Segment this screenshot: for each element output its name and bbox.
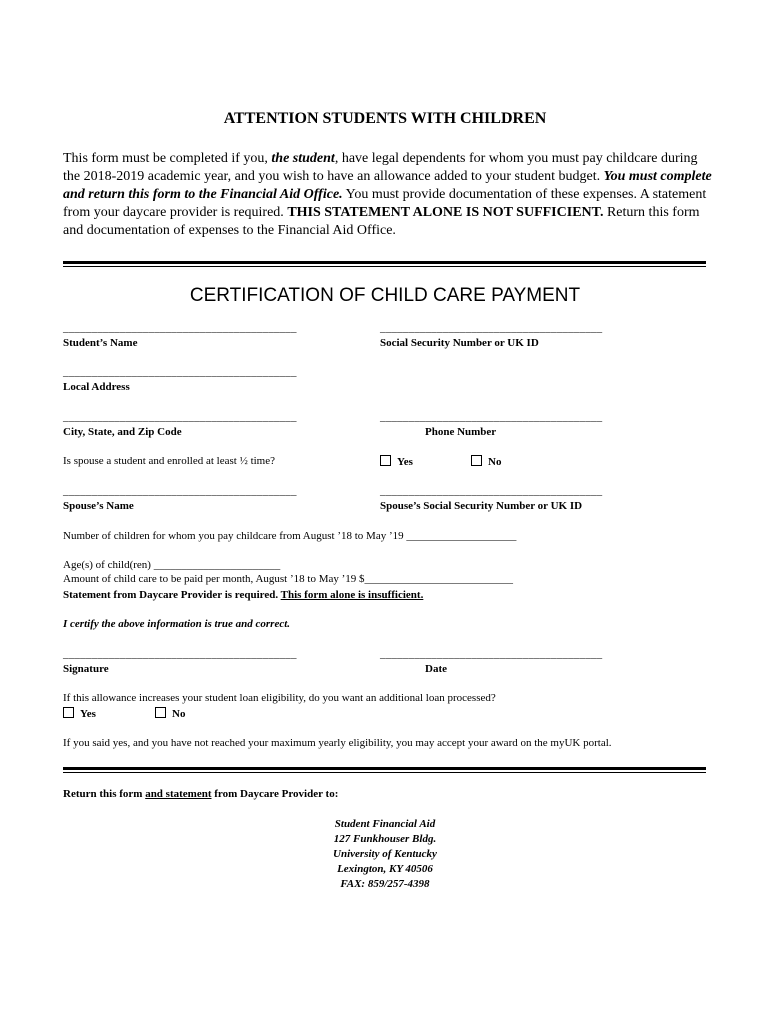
intro-must-return: You must complete and return this form to the Financial Aid Office. bbox=[63, 169, 712, 202]
checkbox-yes[interactable] bbox=[380, 455, 391, 466]
intro-text-3: You must provide documentation of these expenses. A statement from your daycare provider is required. bbox=[63, 187, 707, 220]
local-address-label: Local Address bbox=[63, 381, 130, 393]
intro-text-2: , have legal dependents for whom you must pay childcare during the 2018-2019 academic year, and you wish to have an allowance added to your student budget. bbox=[63, 151, 698, 184]
spouse-question: Is spouse a student and enrolled at least ½ time? bbox=[63, 455, 275, 467]
address-line: 127 Funkhouser Bldg. bbox=[333, 833, 437, 845]
student-name-label: Student’s Name bbox=[63, 337, 138, 349]
spouse-no-label: No bbox=[488, 456, 502, 468]
return-suffix: from Daycare Provider to: bbox=[211, 788, 339, 800]
spouse-ssn-label: Spouse’s Social Security Number or UK ID bbox=[380, 500, 583, 512]
divider-top bbox=[63, 261, 706, 264]
signature-field[interactable]: _________________________________________ bbox=[63, 648, 297, 660]
return-prefix: Return this form bbox=[63, 788, 146, 800]
loan-checkbox-no[interactable] bbox=[155, 707, 166, 718]
divider-bottom bbox=[63, 767, 706, 770]
intro-not-sufficient: THIS STATEMENT ALONE IS NOT SUFFICIENT. bbox=[287, 205, 604, 220]
address-line: Student Financial Aid bbox=[334, 818, 436, 830]
ssn-field[interactable]: _______________________________________ bbox=[380, 322, 603, 334]
intro-student: the student bbox=[271, 151, 335, 166]
ssn-label: Social Security Number or UK ID bbox=[380, 337, 539, 349]
statement-requirement bbox=[63, 589, 423, 601]
mailing-address bbox=[0, 817, 770, 892]
intro-text-4: Return this form and documentation of expenses to the Financial Aid Office. bbox=[63, 205, 700, 238]
loan-question: If this allowance increases your student loan eligibility, do you want an additional loan processed? bbox=[63, 692, 496, 704]
loan-checkbox-yes[interactable] bbox=[63, 707, 74, 718]
return-instructions bbox=[63, 788, 338, 800]
certification-title: CERTIFICATION OF CHILD CARE PAYMENT bbox=[189, 285, 581, 306]
statement-required-text: Statement from Daycare Provider is required. bbox=[63, 589, 281, 601]
certify-statement: I certify the above information is true and correct. bbox=[63, 618, 291, 630]
address-line: Lexington, KY 40506 bbox=[337, 863, 433, 875]
page-title: ATTENTION STUDENTS WITH CHILDREN bbox=[223, 110, 547, 127]
loan-no-option[interactable] bbox=[155, 707, 185, 720]
phone-field[interactable]: _______________________________________ bbox=[380, 411, 603, 423]
spouse-ssn-field[interactable]: _______________________________________ bbox=[380, 485, 603, 497]
address-fax: FAX: 859/257-4398 bbox=[340, 878, 430, 890]
monthly-amount-field[interactable]: Amount of child care to be paid per month, August ’18 to May ’19 $___________________________ bbox=[63, 573, 514, 585]
return-underlined: and statement bbox=[145, 788, 212, 800]
loan-no-label: No bbox=[172, 708, 186, 720]
signature-label: Signature bbox=[63, 663, 109, 675]
spouse-no-option[interactable] bbox=[471, 455, 501, 468]
loan-yes-option[interactable] bbox=[63, 707, 96, 720]
date-field[interactable]: _______________________________________ bbox=[380, 648, 603, 660]
phone-label: Phone Number bbox=[425, 426, 497, 438]
spouse-yes-option[interactable] bbox=[380, 455, 413, 468]
spouse-yes-label: Yes bbox=[397, 456, 413, 468]
address-line: University of Kentucky bbox=[333, 848, 437, 860]
student-name-field[interactable]: _________________________________________ bbox=[63, 322, 297, 334]
divider-top-thin bbox=[63, 266, 706, 267]
local-address-field[interactable]: _________________________________________ bbox=[63, 366, 297, 378]
child-ages-field[interactable]: Age(s) of child(ren) _______________________ bbox=[63, 559, 281, 571]
statement-insufficient-text: This form alone is insufficient. bbox=[280, 589, 424, 601]
loan-yes-label: Yes bbox=[80, 708, 96, 720]
myuk-note: If you said yes, and you have not reached your maximum yearly eligibility, you may accept your award on the myUK portal. bbox=[63, 737, 612, 749]
intro-text-1: This form must be completed if you, bbox=[63, 151, 272, 166]
num-children-field[interactable]: Number of children for whom you pay childcare from August ’18 to May ’19 ____________________ bbox=[63, 530, 517, 542]
date-label: Date bbox=[425, 663, 447, 675]
intro-paragraph bbox=[63, 150, 713, 240]
divider-bottom-thin bbox=[63, 772, 706, 773]
spouse-name-label: Spouse’s Name bbox=[63, 500, 134, 512]
city-state-zip-field[interactable]: _________________________________________ bbox=[63, 411, 297, 423]
checkbox-no[interactable] bbox=[471, 455, 482, 466]
city-state-zip-label: City, State, and Zip Code bbox=[63, 426, 182, 438]
spouse-name-field[interactable]: _________________________________________ bbox=[63, 485, 297, 497]
